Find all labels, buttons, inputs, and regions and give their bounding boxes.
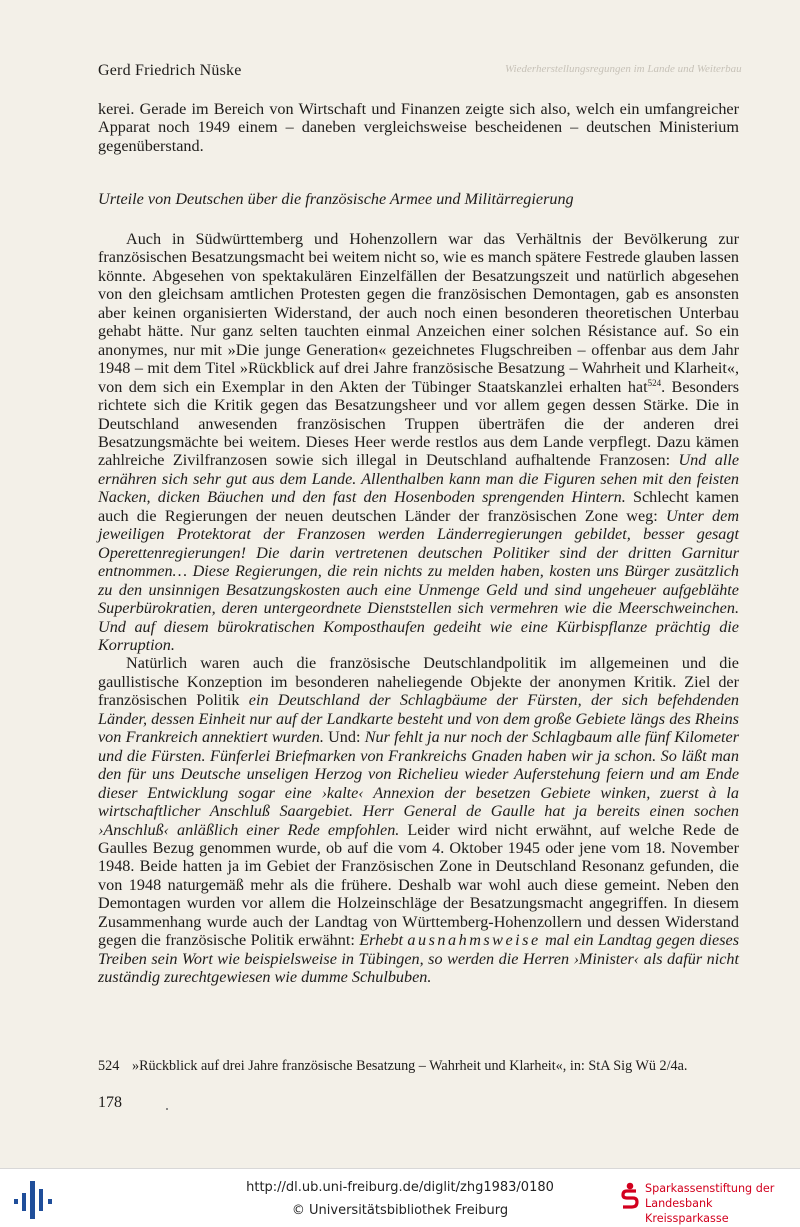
bleed-through-text: Wiederherstellungsregungen im Lande und Weiterbau [505,63,742,75]
p2-quote-2: Unter dem jeweiligen Protektorat der Franzosen werden Länderregierungen gebildet, besser gesagt Operettenregierungen! Die darin vertretenen deutschen Politiker sind der dritten Garnitur entnommen… Diese Regierungen, die rein nichts zu melden haben, kosten uns Bürger zusätzlich zu den unsinnigen Besatzungskosten auch eine Unmenge Geld und sind ungeheuer aufgeblähte Superbürokratien, deren untergeordnete Dienststellen sich vermehren wie die Meerschweinchen. Und auf diesem bürokratischen Komposthaufen gedeiht wie eine Kürbispflanze prächtig die Korruption. [98,506,740,654]
footnote [98,1058,758,1075]
section-heading: Urteile von Deutschen über die französische Armee und Militärregierung [98,190,574,208]
copyright-notice: © Universitätsbibliothek Freiburg [291,1203,509,1218]
p3-quote-3b: mal ein Landtag gegen dieses Treiben sein Wort wie beispielsweise in Tübingen, so werden die Herren ›Minister‹ als dafür nicht zuständig zurechtgewiesen wie dumme Schulbuben. [98,931,739,987]
p2-quote-1: Und alle ernähren sich sehr gut aus dem Lande. Allenthalben kann man die Figuren sehen mit den feisten Nacken, dicken Bäuchen und den fast den Hosenboden sprengenden Hintern. [98,451,739,507]
page-number: 178 [98,1094,122,1111]
p3-text-3: Leider wird nicht erwähnt, auf welche Rede de Gaulles Bezug genommen wurde, ob auf die vom 4. Oktober 1945 oder jene vom 18. November 1948. Beide hatten ja im Gebiet der Französischen Zone in Deutschland Resonanz gefunden, die von 1948 naturgemäß mehr als die frühere. Deshalb war wohl auch diese gemeint. Neben den Demontagen wurden vor allem die Holzeinschläge der Besatzungsmacht angegriffen. In diesem Zusammenhang wurde auch der Landtag von Württemberg-Hohenzollern und dessen Widerstand gegen die französische Politik erwähnt: [98,820,739,950]
p3-text-2: Und: [323,728,365,747]
viewer-footer [0,1168,800,1227]
p3-quote-spaced-word: ausnahmsweise [407,931,541,950]
sponsor-line-1: Sparkassenstiftung der [645,1182,775,1195]
p3-text-1: Natürlich waren auch die französische Deutschlandpolitik im allgemeinen und die gaullistische Konzeption im besonderen naheliegende Objekte der anonymen Kritik. Ziel der französischen Politik [98,654,739,710]
sparkasse-s-icon [621,1182,639,1210]
footnote-text: »Rückblick auf drei Jahre französische Besatzung – Wahrheit und Klarheit«, in: StA Sig Wü 2/4a. [132,1058,688,1074]
p3-quote-1: ein Deutschland der Schlagbäume der Fürsten, der sich befehdenden Länder, dessen Einheit nur auf der Landkarte besteht und von dem große Gebiete längs des Rheins von Frankreich annektiert wurden. [98,691,740,747]
permalink-url[interactable]: http://dl.ub.uni-freiburg.de/diglit/zhg1983/0180 [246,1180,554,1195]
p2-text-1: Auch in Südwürttemberg und Hohenzollern war das Verhältnis der Bevölkerung zur französischen Besatzungsmacht bei weitem nicht so, wie es manch spätere Festrede glauben lassen könnte. Abgesehen von spektakulären Einzelfällen der Besatzungszeit und natürlich abgesehen von den gleichsam amtlichen Protesten gegen die französischen Demontagen, gab es ansonsten aber keinen organisierten Widerstand, der auch noch einen besonderen theoretischen Unterbau gehabt hätte. Nur ganz selten tauchten einmal Anzeichen einer solchen Résistance auf. So ein anonymes, nur mit »Die junge Generation« gezeichnetes Flugschreiben – offenbar aus dem Jahr 1948 – mit dem Titel »Rückblick auf drei Jahre französische Besatzung – Wahrheit und Klarheit«, von dem sich ein Exemplar in den Akten der Tübinger Staatskanzlei erhalten hat [98,230,739,396]
p2-text-3: Schlecht kamen auch die Regierungen der neuen deutschen Länder der französischen Zone weg: [98,488,740,525]
sponsor-text[interactable] [645,1181,795,1226]
paragraph-1: kerei. Gerade im Bereich von Wirtschaft und Finanzen zeigte sich also, welch ein umfangreicher Apparat noch 1949 einem – daneben vergleichsweise bescheidenen – deutschen Ministerium gegenüberstand. [98,100,739,155]
paragraph-continued [98,100,739,155]
paragraph-2 [98,230,739,654]
p2-text-2: . Besonders richtete sich die Kritik gegen das Besatzungsheer und vor allem gegen dessen Stärke. Die in Deutschland anwesenden französischen Truppen überträfen die der anderen drei Besatzungsmächte bei weitem. Dieses Heer werde restlos aus dem Lande verpflegt. Dazu kämen zahlreiche Zivilfranzosen sowie sich illegal in Deutschland aufhaltende Franzosen: [98,377,739,470]
running-header-author: Gerd Friedrich Nüske [98,62,242,79]
footnote-number: 524 [98,1058,120,1074]
library-logo-icon[interactable] [12,1177,56,1221]
p3-quote-2: Nur fehlt ja nur noch der Schlagbaum alle fünf Kilometer und die Fürsten. Fünferlei Briefmarken von Frankreichs Gnaden haben wir ja schon. So läßt man den für uns Deutsche unseligen Herzog von Richelieu wieder Auferstehung feiern und am Ende dieser Entwicklung sogar eine ›kalte‹ Annexion der besetzen Gebiete winken, zuerst à la wirtschaftlicher Anschluß Saargebiet. Herr General de Gaulle hat ja bereits einen sochen ›Anschluß‹ anläßlich einer Rede empfohlen. [98,728,740,839]
body-text [98,230,739,987]
paragraph-3 [98,654,739,986]
sponsor-line-2: Landesbank Kreissparkasse [645,1197,729,1225]
speck-mark [166,1108,168,1110]
p3-quote-3a: Erhebt [359,931,408,950]
footnote-reference: 524 [647,377,662,388]
